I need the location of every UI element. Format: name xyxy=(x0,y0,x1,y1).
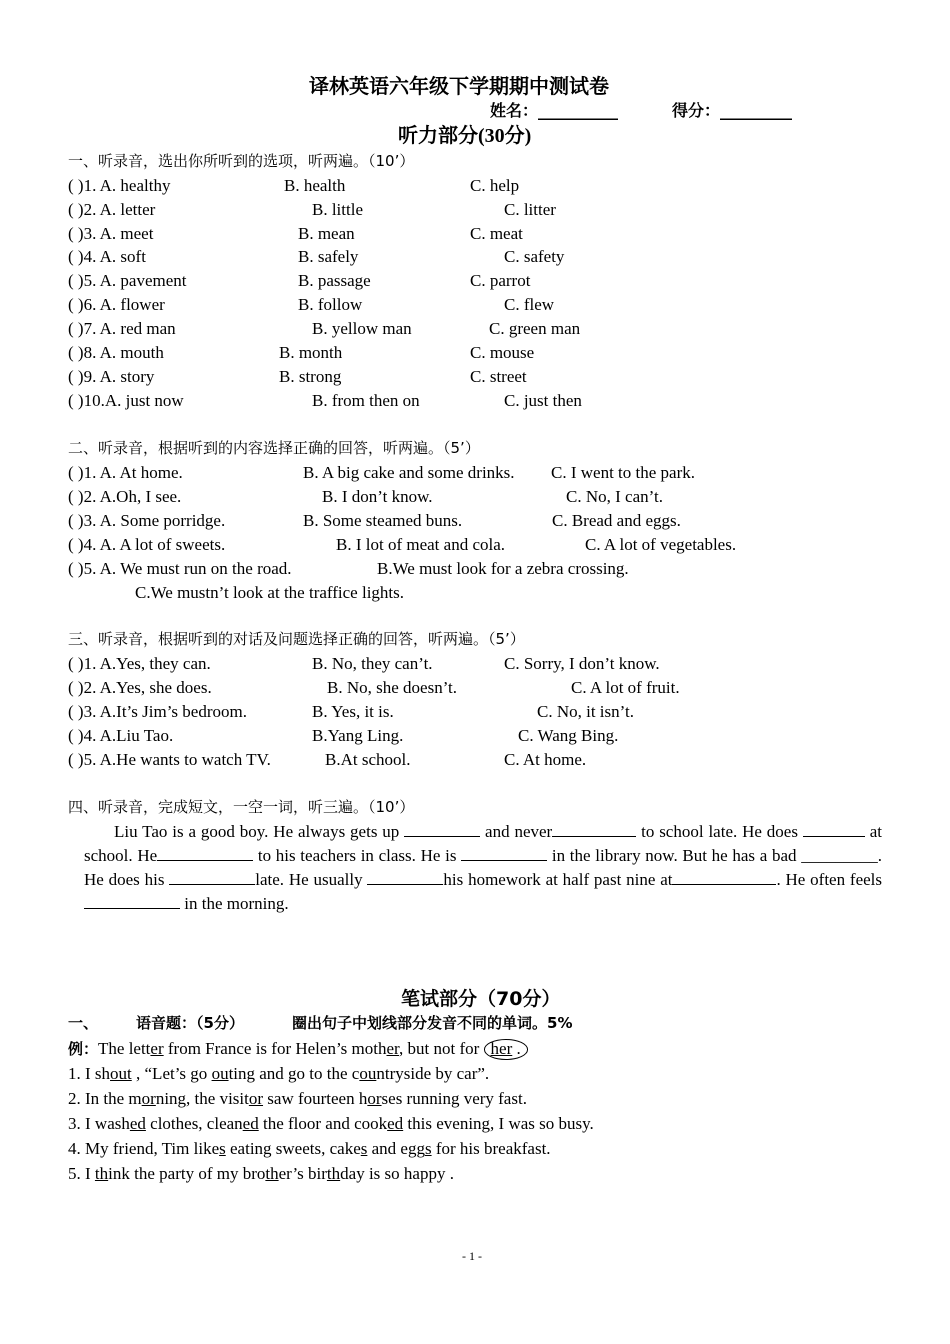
option-a: ( )8. A. mouth xyxy=(68,343,164,362)
passage-text: his homework at half past nine at xyxy=(443,870,673,889)
example-sentence xyxy=(68,1039,528,1060)
phonetics-sentence[interactable]: 2. In the morning, the visitor saw fourteen horses running very fast. xyxy=(68,1089,527,1108)
passage-text: in the library now. But he has a bad _________. He does his xyxy=(84,846,882,889)
option-b: B. No, they can’t. xyxy=(312,654,433,673)
option-c: C.We mustn’t look at the traffice lights. xyxy=(135,583,405,602)
option-a: ( )3. A. Some porridge. xyxy=(68,511,226,530)
option-c: C. A lot of vegetables. xyxy=(585,535,737,554)
name-blank: __________ xyxy=(538,101,619,120)
option-b: B. from then on xyxy=(312,391,420,410)
option-a: ( )5. A.He wants to watch TV. xyxy=(68,750,271,769)
score-label: 得分： xyxy=(672,101,721,120)
passage-text: late. He usually xyxy=(255,870,368,889)
option-c: C. green man xyxy=(489,319,581,338)
option-c: C. flew xyxy=(504,295,555,314)
option-a: ( )9. A. story xyxy=(68,367,155,386)
option-b: B. A big cake and some drinks. xyxy=(303,463,515,482)
option-c: C. just then xyxy=(504,391,582,410)
option-a: ( )3. A.It’s Jim’s bedroom. xyxy=(68,702,247,721)
sentence-text: , but not for xyxy=(399,1039,484,1058)
circled-word: her xyxy=(490,1039,513,1058)
option-b: B.Yang Ling. xyxy=(312,726,404,745)
option-a: ( )4. A.Liu Tao. xyxy=(68,726,174,745)
sentence-text: . xyxy=(512,1039,521,1058)
option-b: B. safely xyxy=(298,247,359,266)
option-c: C. litter xyxy=(504,200,556,219)
phonetics-sentence[interactable]: 4. My friend, Tim likes eating sweets, cakes and eggs for his breakfast. xyxy=(68,1139,551,1158)
page-title: 译林英语六年级下学期期中测试卷 xyxy=(309,76,609,98)
option-c: C. Sorry, I don’t know. xyxy=(504,654,660,673)
option-b: B. follow xyxy=(298,295,363,314)
option-a: ( )7. A. red man xyxy=(68,319,176,338)
answer-blank[interactable] xyxy=(157,844,253,861)
page-number: - 1 - xyxy=(462,1249,482,1263)
passage-text: to his teachers in class. He is xyxy=(253,846,462,865)
sentence-text: The lett xyxy=(98,1039,151,1058)
section1-title: 一、听录音，选出你所听到的选项，听两遍。（10’） xyxy=(68,152,415,170)
option-b: B. I lot of meat and cola. xyxy=(336,535,506,554)
option-c: C. No, it isn’t. xyxy=(537,702,634,721)
writing-section1-number: 一、 xyxy=(68,1014,99,1032)
writing-section1-instruction: 圈出句子中划线部分发音不同的单词。5% xyxy=(292,1014,573,1032)
option-b: B. passage xyxy=(298,271,371,290)
option-a: ( )5. A. pavement xyxy=(68,271,187,290)
phonetics-sentence[interactable]: 5. I think the party of my brother’s birthday is so happy . xyxy=(68,1164,454,1183)
example-label: 例： xyxy=(68,1040,99,1058)
option-c: C. mouse xyxy=(470,343,535,362)
answer-blank[interactable] xyxy=(84,892,180,909)
option-b: B. yellow man xyxy=(312,319,412,338)
passage-text: Liu Tao is a good boy. He always gets up xyxy=(114,822,405,841)
section3-title: 三、听录音，根据听到的对话及问题选择正确的回答，听两遍。（5’） xyxy=(68,630,525,648)
option-b: B. mean xyxy=(298,224,355,243)
option-c: C. At home. xyxy=(504,750,587,769)
passage-text: in the morning. xyxy=(180,894,289,913)
option-a: ( )4. A. A lot of sweets. xyxy=(68,535,226,554)
option-b: B.At school. xyxy=(325,750,411,769)
option-a: ( )5. A. We must run on the road. xyxy=(68,559,292,578)
option-b: B. I don’t know. xyxy=(322,487,433,506)
phonetics-sentence[interactable]: 1. I shout , “Let’s go outing and go to the countryside by car”. xyxy=(68,1064,490,1083)
passage-text: and never xyxy=(480,822,553,841)
option-a: ( )1. A. healthy xyxy=(68,176,171,195)
score-blank: _________ xyxy=(720,101,793,120)
option-c: C. No, I can’t. xyxy=(566,487,663,506)
listening-heading: 听力部分(30分) xyxy=(398,125,532,147)
option-b: B. strong xyxy=(279,367,342,386)
option-a: ( )4. A. soft xyxy=(68,247,146,266)
option-c: C. Wang Bing. xyxy=(518,726,619,745)
option-c: C. I went to the park. xyxy=(551,463,695,482)
passage-text: at school. He xyxy=(84,822,882,865)
option-a: ( )2. A.Oh, I see. xyxy=(68,487,182,506)
answer-blank[interactable] xyxy=(404,820,480,837)
option-a: ( )2. A.Yes, she does. xyxy=(68,678,212,697)
section4-title: 四、听录音，完成短文，一空一词，听三遍。（10’） xyxy=(68,798,415,816)
writing-section1-title: 语音题：（5分） xyxy=(136,1014,244,1032)
option-c: C. parrot xyxy=(470,271,531,290)
passage-text: . He often feels xyxy=(776,870,882,889)
option-b: B. little xyxy=(312,200,363,219)
option-c: C. meat xyxy=(470,224,523,243)
option-b: B.We must look for a zebra crossing. xyxy=(377,559,629,578)
underlined-part: er xyxy=(150,1039,164,1058)
option-c: C. safety xyxy=(504,247,565,266)
score-field xyxy=(672,101,792,120)
name-label: 姓名： xyxy=(490,101,539,120)
option-c: C. street xyxy=(470,367,527,386)
answer-blank[interactable] xyxy=(672,868,776,885)
underlined-part: er xyxy=(386,1039,400,1058)
option-a: ( )6. A. flower xyxy=(68,295,165,314)
option-b: B. month xyxy=(279,343,343,362)
option-c: C. Bread and eggs. xyxy=(552,511,681,530)
answer-blank[interactable] xyxy=(169,868,255,885)
answer-blank[interactable] xyxy=(367,868,443,885)
option-b: B. Yes, it is. xyxy=(312,702,394,721)
question-row xyxy=(68,176,170,196)
sentence-text: from France is for Helen’s moth xyxy=(163,1039,387,1058)
option-c: C. help xyxy=(470,176,520,195)
option-b: B. health xyxy=(284,176,346,195)
passage-text: to school late. He does xyxy=(636,822,803,841)
name-field xyxy=(490,101,618,120)
option-a: ( )2. A. letter xyxy=(68,200,156,219)
cloze-passage xyxy=(84,820,882,916)
option-b: B. Some steamed buns. xyxy=(303,511,463,530)
option-a: ( )1. A. At home. xyxy=(68,463,183,482)
writing-heading: 笔试部分（70分） xyxy=(401,988,561,1010)
option-b: B. No, she doesn’t. xyxy=(327,678,458,697)
option-c: C. A lot of fruit. xyxy=(571,678,680,697)
answer-blank[interactable] xyxy=(803,820,865,837)
answer-blank[interactable] xyxy=(461,844,547,861)
option-a: ( )10.A. just now xyxy=(68,391,184,410)
option-a: ( )3. A. meet xyxy=(68,224,154,243)
option-a: ( )1. A.Yes, they can. xyxy=(68,654,211,673)
answer-blank[interactable] xyxy=(552,820,636,837)
section2-title: 二、听录音，根据听到的内容选择正确的回答，听两遍。（5’） xyxy=(68,439,480,457)
phonetics-sentence[interactable]: 3. I washed clothes, cleaned the floor and cooked this evening, I was so busy. xyxy=(68,1114,594,1133)
